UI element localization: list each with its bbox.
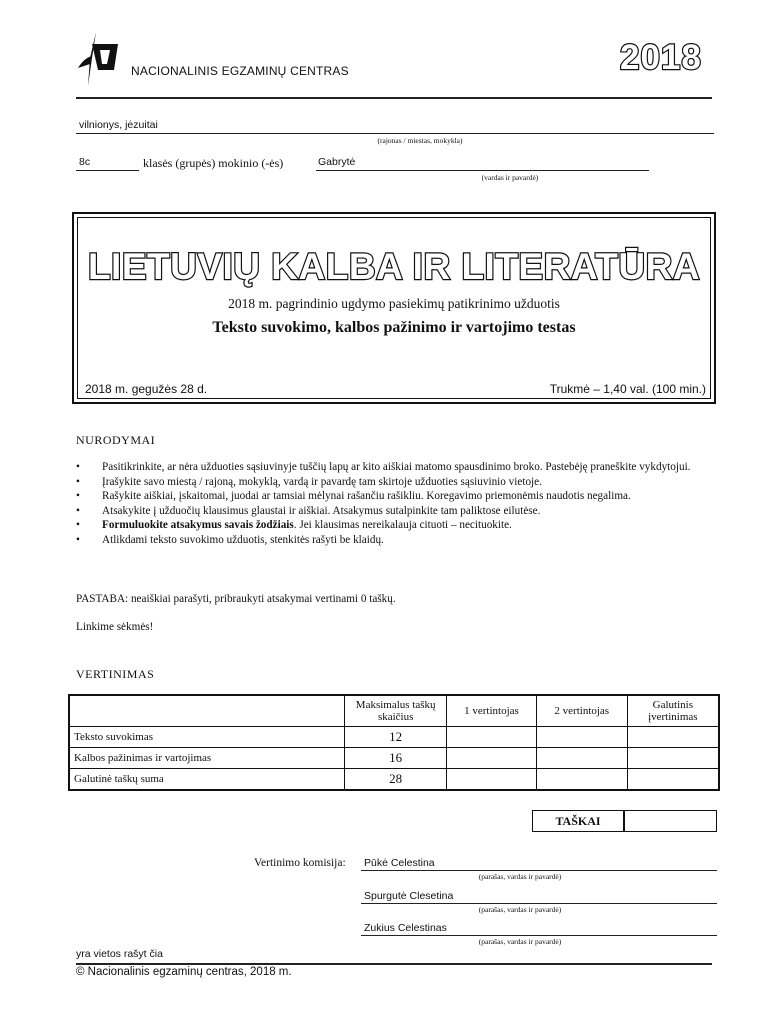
bullet-icon: • [76, 490, 80, 503]
column-header: 1 vertintojas [447, 695, 537, 727]
signature-caption: (parašas, vardas ir pavardė) [478, 905, 562, 914]
copyright-text: © Nacionalinis egzaminų centras, 2018 m. [76, 966, 292, 978]
table-row [69, 727, 719, 748]
final-cell[interactable] [627, 727, 719, 748]
final-cell[interactable] [627, 769, 719, 791]
grader1-cell[interactable] [447, 727, 537, 748]
class-line [76, 170, 139, 171]
commission-member-1[interactable]: Pūkė Celestina [364, 857, 435, 869]
signature-line [361, 903, 717, 904]
points-value-box[interactable] [624, 810, 717, 832]
signature-line [361, 935, 717, 936]
list-item: • Formuluokite atsakymus savais žodžiais. Jei klausimas nereikalauja cituoti – necituokite. [76, 519, 512, 532]
student-caption: (vardas ir pavardė) [481, 173, 539, 182]
student-name-field[interactable]: Gabrytė [318, 156, 356, 168]
bullet-icon: • [76, 519, 80, 532]
class-label: klasės (grupės) mokinio (-ės) [143, 156, 284, 170]
grader1-cell[interactable] [447, 769, 537, 791]
nec-logo-icon [74, 28, 120, 90]
wish-text: Linkime sėkmės! [76, 621, 154, 633]
bullet-icon: • [76, 461, 80, 473]
row-label: Kalbos pažinimas ir vartojimas [69, 748, 345, 769]
class-field[interactable]: 8c [79, 156, 91, 168]
exam-year: 2018 [620, 38, 702, 77]
table-header-row [69, 695, 719, 727]
grader1-cell[interactable] [447, 748, 537, 769]
row-label: Teksto suvokimas [69, 727, 345, 748]
list-item: • Rašykite aiškiai, įskaitomai, juodai ar tamsiai mėlynai rašančiu rašikliu. Koregavimo priemonėmis naudotis negalima. [76, 490, 631, 503]
table-row [69, 769, 719, 791]
header-divider [76, 97, 712, 99]
final-cell[interactable] [627, 748, 719, 769]
note-text: PASTABA: neaiškiai parašyti, pribraukyti atsakymai vertinami 0 taškų. [76, 593, 396, 605]
list-item: • Atsakykite į užduočių klausimus glaustai ir aiškiai. Atsakymus sutalpinkite tam paliktose eilutėse. [76, 504, 541, 517]
grading-heading: VERTINIMAS [76, 667, 155, 681]
list-item: • Įrašykite savo miestą / rajoną, mokyklą, vardą ir pavardę tam skirtoje užduoties sąsiuvinio vietoje. [76, 475, 542, 488]
organization-name: NACIONALINIS EGZAMINŲ CENTRAS [131, 64, 349, 78]
max-points: 16 [345, 748, 447, 769]
max-points: 12 [345, 727, 447, 748]
column-header: Galutinis įvertinimas [627, 695, 719, 727]
grader2-cell[interactable] [536, 727, 627, 748]
signature-caption: (parašas, vardas ir pavardė) [478, 937, 562, 946]
school-caption: (rajonas / miestas, mokykla) [377, 136, 463, 145]
margin-note: yra vietos rašyt čia [76, 948, 163, 960]
grader2-cell[interactable] [536, 748, 627, 769]
footer-divider [76, 963, 712, 965]
test-name: Teksto suvokimo, kalbos pažinimo ir vartojimo testas [212, 319, 576, 336]
bullet-icon: • [76, 533, 80, 546]
grader2-cell[interactable] [536, 769, 627, 791]
max-points: 28 [345, 769, 447, 791]
bullet-icon: • [76, 504, 80, 517]
commission-member-3[interactable]: Zukius Celestinas [364, 922, 447, 934]
school-line [76, 133, 714, 134]
points-label: TAŠKAI [532, 810, 624, 832]
row-label: Galutinė taškų suma [69, 769, 345, 791]
signature-line [361, 870, 717, 871]
exam-subtitle: 2018 m. pagrindinio ugdymo pasiekimų patikrinimo užduotis [228, 296, 560, 311]
instructions-list [76, 460, 710, 548]
bullet-icon: • [76, 475, 80, 488]
list-item: • Pasitikrinkite, ar nėra užduoties sąsiuvinyje tuščių lapų ar kito aiškiai matomo spausdinimo broko. Pastebėję praneškite vykdytojui. [76, 461, 691, 473]
subject-title: LIETUVIŲ KALBA IR LITERATŪRA [87, 246, 701, 287]
instructions-heading: NURODYMAI [76, 433, 156, 447]
school-field[interactable]: vilnionys, jėzuitai [79, 119, 158, 131]
table-row [69, 748, 719, 769]
commission-label: Vertinimo komisija: [254, 857, 346, 869]
commission-member-2[interactable]: Spurgutė Clesetina [364, 890, 454, 902]
column-header [69, 695, 345, 727]
grading-table [68, 694, 720, 791]
signature-caption: (parašas, vardas ir pavardė) [478, 872, 562, 881]
column-header: 2 vertintojas [536, 695, 627, 727]
exam-date: 2018 m. gegužės 28 d. [85, 382, 208, 396]
list-item: • Atlikdami teksto suvokimo užduotis, stenkitės rašyti be klaidų. [76, 533, 384, 546]
column-header: Maksimalus taškų skaičius [345, 695, 447, 727]
exam-duration: Trukmė – 1,40 val. (100 min.) [549, 382, 706, 396]
student-line [316, 170, 649, 171]
